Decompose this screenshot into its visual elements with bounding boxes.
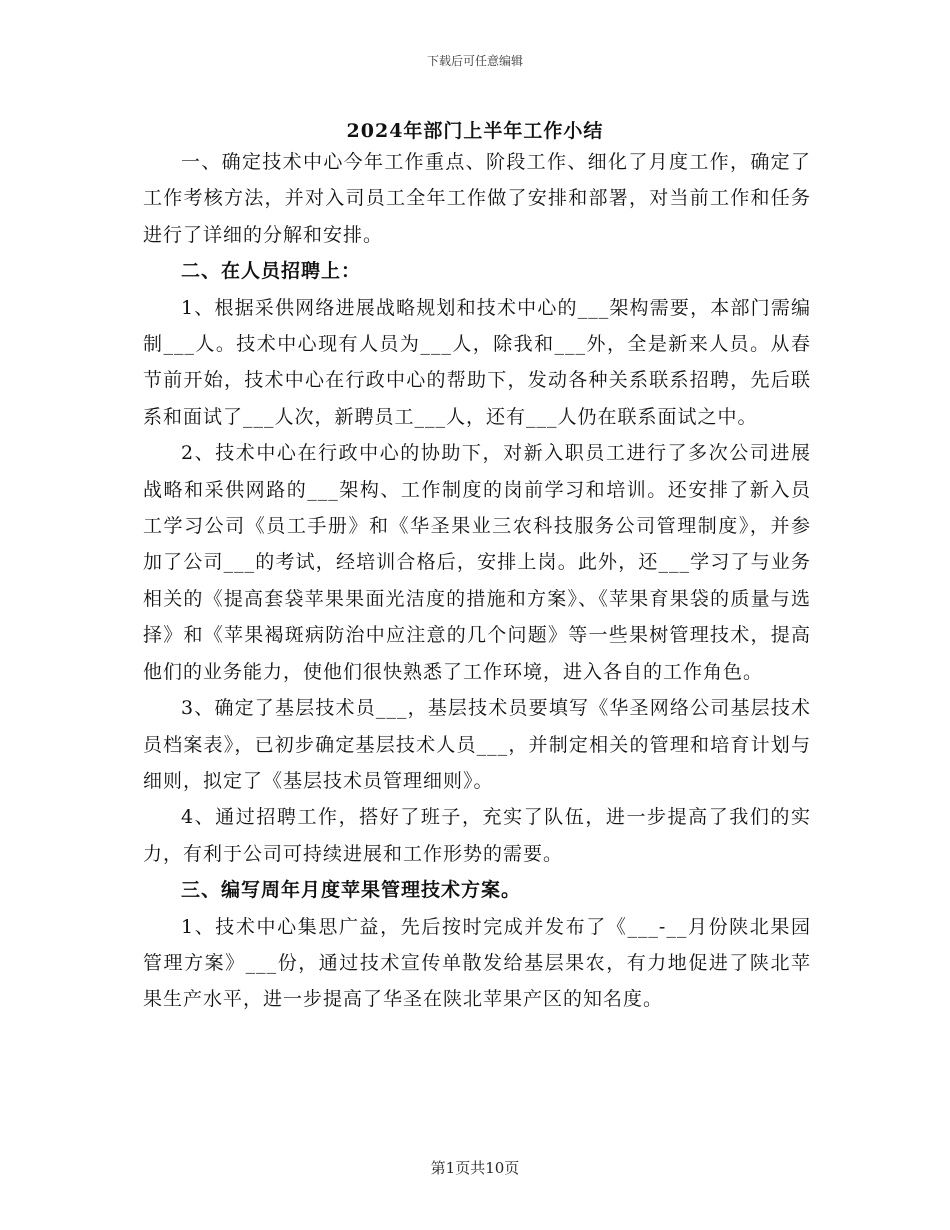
paragraph-recruitment-1: 1、根据采供网络进展战略规划和技术中心的___架构需要，本部门需编制___人。技术中心现有人员为___人，除我和___外，全是新来人员。从春节前开始，技术中心在行政中心的帮助下，发动各种关系联系招聘，先后联系和面试了___人次，新聘员工___人，还有___人仍在联系面试之中。 (143, 296, 811, 428)
paragraph-1: 一、确定技术中心今年工作重点、阶段工作、细化了月度工作，确定了工作考核方法，并对入司员工全年工作做了安排和部署，对当前工作和任务进行了详细的分解和安排。 (143, 151, 811, 246)
paragraph-recruitment-4: 4、通过招聘工作，搭好了班子，充实了队伍，进一步提高了我们的实力，有利于公司可持续进展和工作形势的需要。 (143, 806, 811, 865)
paragraph-plan-1: 1、技术中心集思广益，先后按时完成并发布了《___-__月份陕北果园管理方案》___份，通过技术宣传单散发给基层果农，有力地促进了陕北苹果生产水平，进一步提高了华圣在陕北苹果产区的知名度。 (143, 915, 811, 1011)
section-heading-plan: 三、编写周年月度苹果管理技术方案。 (181, 879, 522, 902)
paragraph-recruitment-3: 3、确定了基层技术员___，基层技术员要填写《华圣网络公司基层技术员档案表》，已初步确定基层技术人员___，并制定相关的管理和培育计划与细则，拟定了《基层技术员管理细则》。 (143, 697, 811, 792)
paragraph-recruitment-2: 2、技术中心在行政中心的协助下，对新入职员工进行了多次公司进展战略和采供网路的___架构、工作制度的岗前学习和培训。还安排了新入员工学习公司《员工手册》和《华圣果业三农科技服务公司管理制度》，并参加了公司___的考试，经培训合格后，安排上岗。此外，还___学习了与业务相关的《提高套袋苹果果面光洁度的措施和方案》、《苹果育果袋的质量与选择》和《苹果褐斑病防治中应注意的几个问题》等一些果树管理技术，提高他们的业务能力，使他们很快熟悉了工作环境，进入各自的工作角色。 (143, 442, 811, 683)
page-footer: 第1页共10页 (430, 1159, 520, 1177)
document-title: 2024年部门上半年工作小结 (346, 120, 604, 142)
section-heading-recruitment: 二、在人员招聘上： (181, 260, 362, 283)
document-body (143, 144, 811, 1018)
header-note: 下载后可任意编辑 (426, 54, 523, 68)
